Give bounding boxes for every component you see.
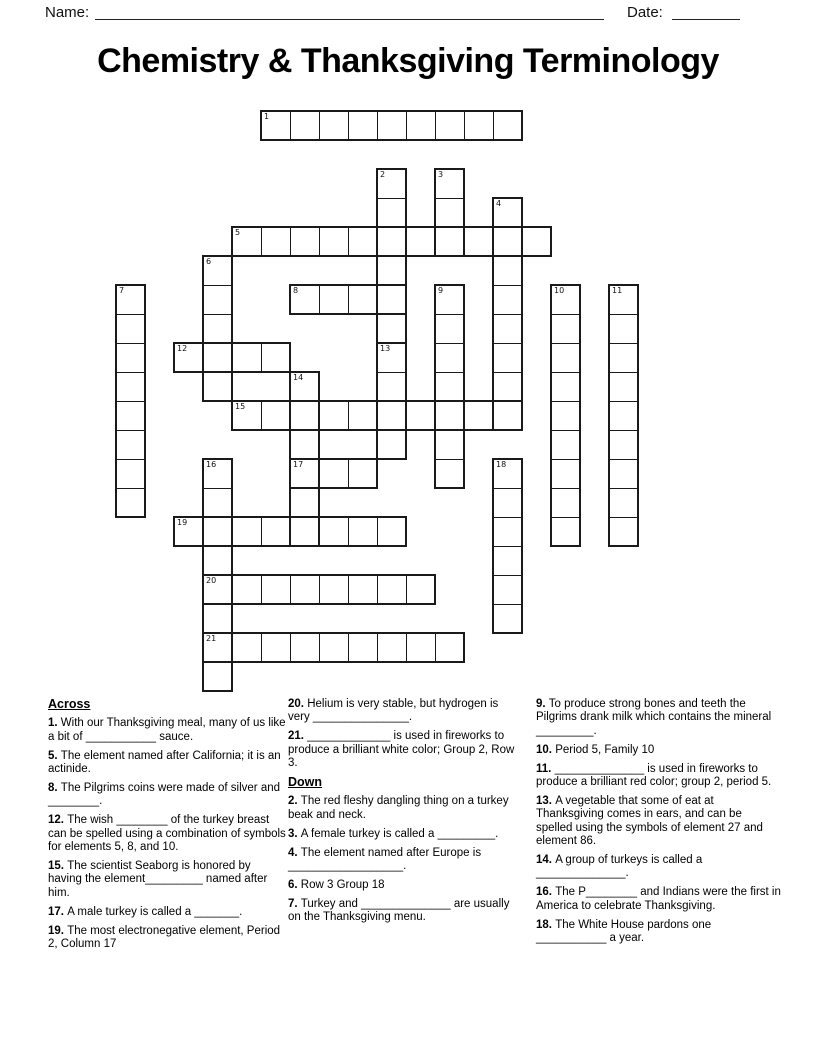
cell-divider bbox=[204, 517, 231, 518]
clue-down-13: 13. A vegetable that some of eat at Thanksgiving comes in ears, and can be spelled using the symbols of element 27 and element 86. bbox=[536, 794, 763, 848]
clue-number: 21. bbox=[288, 730, 308, 743]
cell-divider bbox=[436, 401, 463, 402]
cell-divider bbox=[494, 401, 521, 402]
clue-across-5: 5. The element named after California; it is an actinide. bbox=[48, 749, 281, 776]
clue-across-15: 15. The scientist Seaborg is honored by having the element_________ named after him. bbox=[48, 860, 268, 899]
cell-divider bbox=[261, 228, 262, 255]
cell-divider bbox=[377, 634, 378, 661]
clue-across-19: 19. The most electronegative element, Period 2, Column 17 bbox=[48, 924, 281, 951]
cell-divider bbox=[348, 402, 349, 429]
word-11-down bbox=[608, 284, 639, 547]
cell-divider bbox=[319, 286, 320, 313]
cell-divider bbox=[290, 634, 291, 661]
clue-number: 17. bbox=[48, 905, 68, 918]
cell-divider bbox=[378, 227, 405, 228]
date-label: Date: bbox=[627, 4, 663, 21]
cell-number-8: 8 bbox=[293, 286, 299, 295]
cell-divider bbox=[552, 401, 579, 402]
clue-down-7: 7. Turkey and ______________ are usually on the Thanksgiving menu. bbox=[288, 897, 510, 924]
cell-number-11: 11 bbox=[612, 286, 623, 295]
clue-number: 9. bbox=[536, 698, 549, 710]
cell-divider bbox=[261, 402, 262, 429]
clue-across-8: 8. The Pilgrims coins were made of silver and ________. bbox=[48, 782, 281, 808]
cell-divider bbox=[610, 372, 637, 373]
clue-number: 16. bbox=[536, 886, 556, 899]
name-label: Name: bbox=[45, 4, 90, 21]
cell-divider bbox=[291, 401, 318, 402]
clue-down-14: 14. A group of turkeys is called a ______________. bbox=[536, 854, 703, 880]
word-21-across bbox=[202, 632, 465, 663]
cell-divider bbox=[494, 546, 521, 547]
cell-divider bbox=[348, 576, 349, 603]
cell-divider bbox=[494, 314, 521, 315]
clue-across-1: 1. With our Thanksgiving meal, many of us like a bit of ___________ sauce. bbox=[48, 717, 286, 743]
cell-number-16: 16 bbox=[206, 460, 217, 469]
cell-divider bbox=[552, 343, 579, 344]
cell-number-18: 18 bbox=[496, 460, 507, 469]
clue-number: 3. bbox=[288, 827, 301, 840]
cell-divider bbox=[348, 518, 349, 545]
cell-divider bbox=[204, 604, 231, 605]
cell-divider bbox=[436, 343, 463, 344]
clue-across-21: 21. _____________ is used in fireworks to produce a brilliant white color; Group 2, Row 3. bbox=[288, 730, 515, 770]
cell-divider bbox=[435, 634, 436, 661]
clue-across-17: 17. A male turkey is called a _______. bbox=[48, 905, 243, 918]
cell-divider bbox=[378, 314, 405, 315]
across-header: Across bbox=[48, 697, 91, 711]
cell-divider bbox=[319, 112, 320, 139]
clue-number: 19. bbox=[48, 924, 68, 937]
clue-down-11: 11. ______________ is used in fireworks to produce a brilliant red color; group 2, period 5. bbox=[536, 762, 772, 789]
clue-number: 2. bbox=[288, 795, 301, 808]
cell-divider bbox=[377, 112, 378, 139]
cell-number-1: 1 bbox=[264, 112, 270, 121]
cell-divider bbox=[552, 430, 579, 431]
page-title: Chemistry & Thanksgiving Terminology bbox=[97, 42, 719, 80]
cell-divider bbox=[377, 518, 378, 545]
cell-divider bbox=[493, 112, 494, 139]
cell-number-15: 15 bbox=[235, 402, 246, 411]
down-header: Down bbox=[288, 775, 323, 790]
cell-divider bbox=[261, 576, 262, 603]
cell-divider bbox=[435, 112, 436, 139]
word-1-across bbox=[260, 110, 523, 141]
cell-number-4: 4 bbox=[496, 199, 502, 208]
cell-divider bbox=[436, 430, 463, 431]
cell-divider bbox=[552, 372, 579, 373]
clue-down-2: 2. The red fleshy dangling thing on a turkey beak and neck. bbox=[288, 795, 509, 821]
clue-down-18: 18. The White House pardons one ___________ a year. bbox=[536, 918, 712, 945]
cell-divider bbox=[290, 228, 291, 255]
cell-number-2: 2 bbox=[380, 170, 386, 179]
cell-divider bbox=[348, 460, 349, 487]
cell-divider bbox=[436, 314, 463, 315]
cell-divider bbox=[261, 634, 262, 661]
cell-number-21: 21 bbox=[206, 634, 217, 643]
cell-divider bbox=[436, 198, 463, 199]
cell-divider bbox=[464, 112, 465, 139]
clue-number: 8. bbox=[48, 782, 61, 795]
clue-down-6: 6. Row 3 Group 18 bbox=[288, 878, 385, 891]
cell-divider bbox=[348, 228, 349, 255]
cell-divider bbox=[348, 286, 349, 313]
cell-divider bbox=[378, 285, 405, 286]
clue-down-9: 9. To produce strong bones and teeth the Pilgrims drank milk which contains the mineral _________. bbox=[536, 698, 772, 737]
cell-divider bbox=[436, 459, 463, 460]
cell-number-5: 5 bbox=[235, 228, 241, 237]
cell-divider bbox=[552, 517, 579, 518]
cell-divider bbox=[552, 459, 579, 460]
cell-divider bbox=[117, 401, 144, 402]
cell-divider bbox=[319, 576, 320, 603]
cell-divider bbox=[494, 488, 521, 489]
cell-divider bbox=[291, 488, 318, 489]
cell-divider bbox=[406, 112, 407, 139]
clue-down-4: 4. The element named after Europe is __________________. bbox=[288, 846, 482, 873]
cell-divider bbox=[436, 227, 463, 228]
clue-number: 4. bbox=[288, 846, 301, 859]
cell-divider bbox=[204, 285, 231, 286]
cell-divider bbox=[291, 430, 318, 431]
cell-number-12: 12 bbox=[177, 344, 188, 353]
clue-down-16: 16. The P________ and Indians were the first in America to celebrate Thanksgiving. bbox=[536, 886, 781, 912]
clue-number: 6. bbox=[288, 878, 301, 891]
cell-divider bbox=[204, 546, 231, 547]
cell-divider bbox=[610, 488, 637, 489]
cell-divider bbox=[204, 488, 231, 489]
clue-across-12: 12. The wish ________ of the turkey breast can be spelled using a combination of symbols for elements 5, 8, and 10. bbox=[48, 814, 286, 854]
cell-divider bbox=[117, 488, 144, 489]
cell-divider bbox=[378, 401, 405, 402]
clue-column-middle bbox=[288, 698, 520, 930]
cell-divider bbox=[290, 112, 291, 139]
cell-divider bbox=[204, 662, 231, 663]
clue-number: 18. bbox=[536, 918, 556, 931]
cell-divider bbox=[378, 198, 405, 199]
clue-column-right bbox=[536, 698, 781, 951]
clue-number: 10. bbox=[536, 743, 556, 756]
cell-divider bbox=[261, 518, 262, 545]
clue-down-10: 10. Period 5, Family 10 bbox=[536, 743, 655, 756]
clue-number: 5. bbox=[48, 749, 61, 762]
cell-number-17: 17 bbox=[293, 460, 304, 469]
cell-number-14: 14 bbox=[293, 373, 304, 382]
cell-number-3: 3 bbox=[438, 170, 444, 179]
clue-number: 7. bbox=[288, 897, 301, 910]
clue-number: 14. bbox=[536, 854, 556, 867]
word-6-down bbox=[202, 255, 233, 402]
cell-number-20: 20 bbox=[206, 576, 217, 585]
cell-number-6: 6 bbox=[206, 257, 212, 266]
cell-divider bbox=[204, 372, 231, 373]
cell-divider bbox=[290, 576, 291, 603]
clue-across-20: 20. Helium is very stable, but hydrogen is very _______________. bbox=[288, 698, 499, 724]
cell-divider bbox=[494, 575, 521, 576]
cell-divider bbox=[117, 459, 144, 460]
cell-number-10: 10 bbox=[554, 286, 565, 295]
cell-divider bbox=[552, 488, 579, 489]
cell-divider bbox=[117, 343, 144, 344]
cell-divider bbox=[494, 517, 521, 518]
cell-divider bbox=[117, 314, 144, 315]
clue-number: 12. bbox=[48, 814, 68, 827]
cell-divider bbox=[610, 459, 637, 460]
cell-divider bbox=[117, 430, 144, 431]
cell-divider bbox=[378, 372, 405, 373]
cell-divider bbox=[406, 576, 407, 603]
cell-number-19: 19 bbox=[177, 518, 188, 527]
cell-number-13: 13 bbox=[380, 344, 391, 353]
cell-divider bbox=[610, 430, 637, 431]
cell-number-7: 7 bbox=[119, 286, 125, 295]
word-10-down bbox=[550, 284, 581, 547]
cell-divider bbox=[494, 604, 521, 605]
cell-divider bbox=[378, 430, 405, 431]
clue-number: 20. bbox=[288, 698, 308, 710]
cell-divider bbox=[261, 344, 262, 371]
cell-divider bbox=[494, 256, 521, 257]
cell-divider bbox=[377, 576, 378, 603]
cell-divider bbox=[204, 343, 231, 344]
clue-down-3: 3. A female turkey is called a _________. bbox=[288, 827, 499, 840]
cell-divider bbox=[610, 401, 637, 402]
cell-divider bbox=[436, 372, 463, 373]
cell-divider bbox=[494, 372, 521, 373]
cell-divider bbox=[378, 256, 405, 257]
clue-number: 13. bbox=[536, 794, 556, 807]
cell-divider bbox=[610, 343, 637, 344]
clue-number: 1. bbox=[48, 717, 61, 730]
cell-divider bbox=[610, 314, 637, 315]
cell-divider bbox=[204, 314, 231, 315]
cell-divider bbox=[610, 517, 637, 518]
cell-divider bbox=[406, 634, 407, 661]
clue-column-left bbox=[48, 698, 286, 957]
cell-divider bbox=[319, 228, 320, 255]
cell-divider bbox=[494, 227, 521, 228]
cell-divider bbox=[348, 112, 349, 139]
word-3-down bbox=[434, 168, 465, 257]
clue-number: 11. bbox=[536, 762, 555, 775]
cell-divider bbox=[348, 634, 349, 661]
cell-number-9: 9 bbox=[438, 286, 444, 295]
cell-divider bbox=[494, 285, 521, 286]
cell-divider bbox=[117, 372, 144, 373]
cell-divider bbox=[319, 634, 320, 661]
cell-divider bbox=[291, 517, 318, 518]
cell-divider bbox=[494, 343, 521, 344]
clue-number: 15. bbox=[48, 860, 68, 873]
cell-divider bbox=[552, 314, 579, 315]
